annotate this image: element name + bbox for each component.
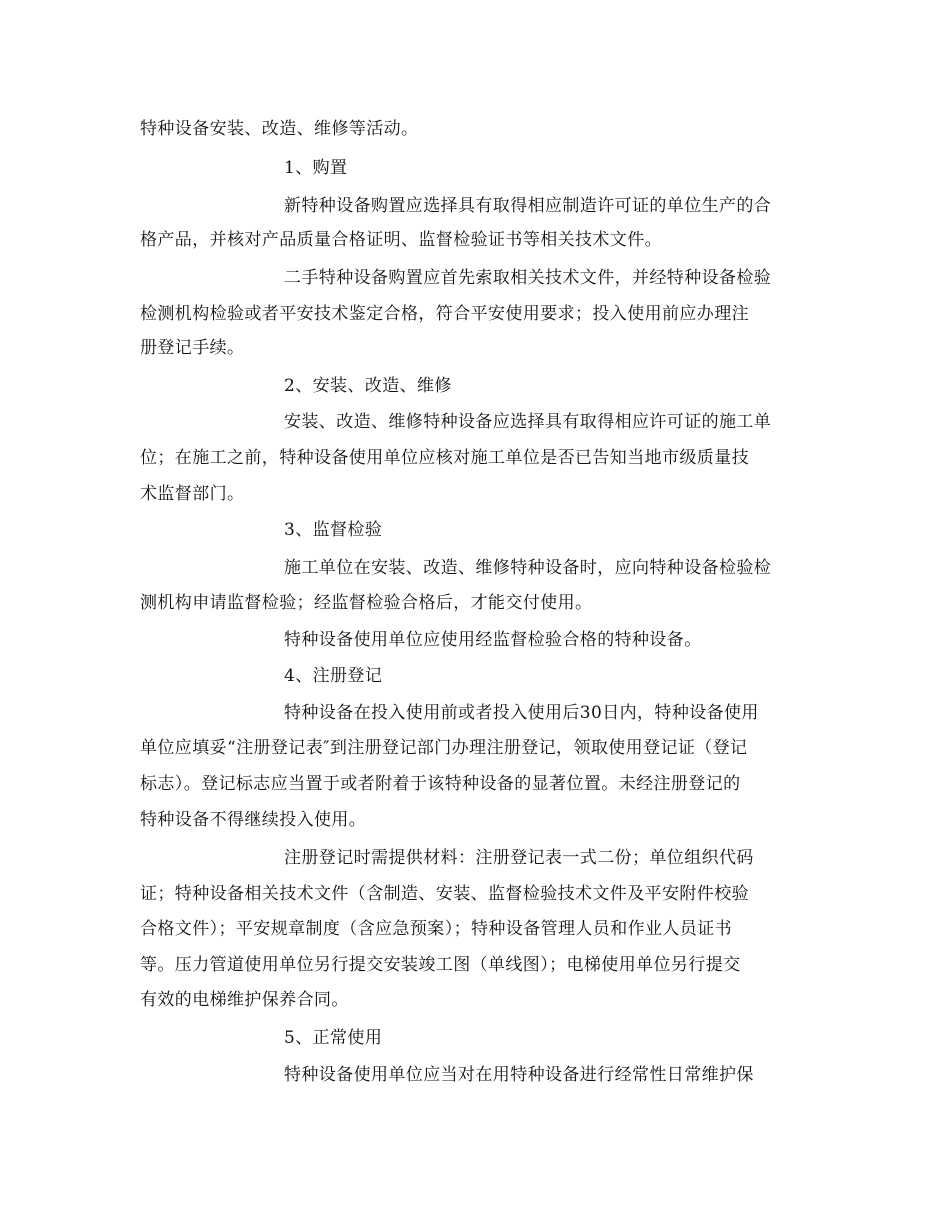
text-line: 新特种设备购置应选择具有取得相应制造许可证的单位生产的合 [284,196,772,216]
text-line: 特种设备使用单位应使用经监督检验合格的特种设备。 [284,630,702,650]
section-heading-normal-use: 5、正常使用 [284,1028,383,1048]
text-line: 测机构申请监督检验；经监督检验合格后，才能交付使用。 [140,593,593,613]
text-line: 特种设备在投入使用前或者投入使用后30日内，特种设备使用 [284,703,759,723]
text-line: 二手特种设备购置应首先索取相关技术文件，并经特种设备检验 [284,268,772,288]
text-line: 术监督部门。 [140,484,245,504]
text-line: 有效的电梯维护保养合同。 [140,990,349,1010]
section-heading-inspection: 3、监督检验 [284,520,383,540]
text-line: 施工单位在安装、改造、维修特种设备时，应向特种设备检验检 [284,558,772,578]
text-line: 特种设备使用单位应当对在用特种设备进行经常性日常维护保 [284,1065,754,1085]
section-heading-installation: 2、安装、改造、维修 [284,376,452,396]
text-line: 单位应填妥“注册登记表″到注册登记部门办理注册登记，领取使用登记证（登记 [140,738,748,758]
text-line: 特种设备不得继续投入使用。 [140,810,367,830]
text-line: 位；在施工之前，特种设备使用单位应核对施工单位是否已告知当地市级质量技 [140,448,749,468]
section-heading-registration: 4、注册登记 [284,666,383,686]
text-line: 证；特种设备相关技术文件（含制造、安装、监督检验技术文件及平安附件校验 [140,884,749,904]
text-line: 合格文件）；平安规章制度（含应急预案）；特种设备管理人员和作业人员证书 [140,919,732,939]
text-line: 格产品，并核对产品质量合格证明、监督检验证书等相关技术文件。 [140,230,662,250]
text-line: 标志）。登记标志应当置于或者附着于该特种设备的显著位置。未经注册登记的 [140,774,741,794]
text-line: 等。压力管道使用单位另行提交安装竣工图（单线图）；电梯使用单位另行提交 [140,955,741,975]
text-line: 检测机构检验或者平安技术鉴定合格，符合平安使用要求；投入使用前应办理注 [140,304,749,324]
text-line: 安装、改造、维修特种设备应选择具有取得相应许可证的施工单 [284,412,772,432]
text-line: 注册登记时需提供材料：注册登记表一式二份；单位组织代码 [284,848,754,868]
section-heading-purchase: 1、购置 [284,158,348,178]
text-line: 册登记手续。 [140,338,245,358]
text-line: 特种设备安装、改造、维修等活动。 [140,119,419,139]
